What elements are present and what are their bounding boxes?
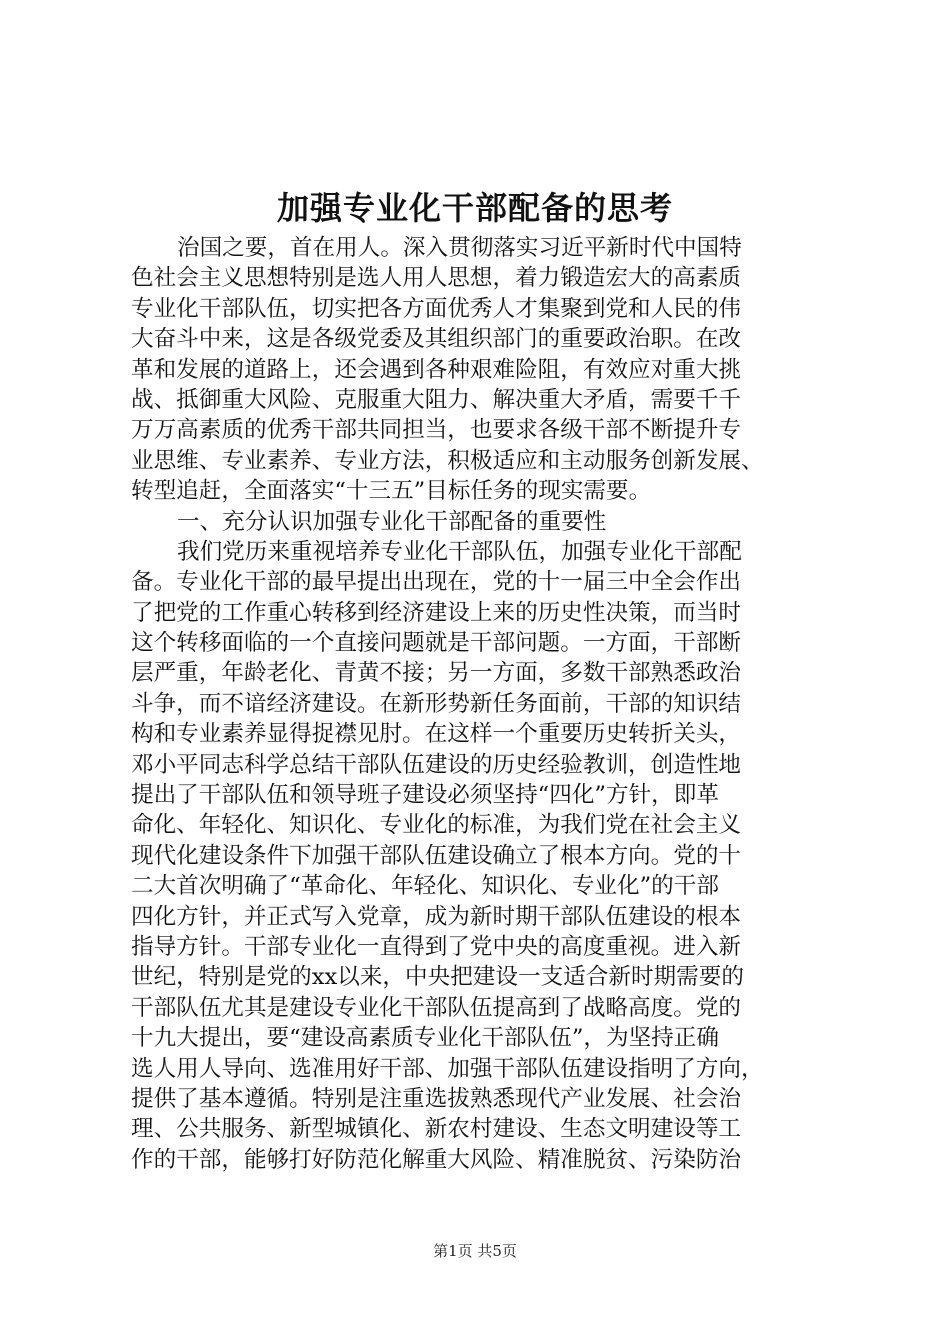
body-line: 斗争，而不谙经济建设。在新形势新任务面前，干部的知识结 bbox=[131, 690, 742, 717]
body-line: 转型追赶，全面落实“十三五”目标任务的现实需要。 bbox=[131, 478, 652, 505]
body-line: 这个转移面临的一个直接问题就是干部问题。一方面，干部断 bbox=[131, 630, 742, 657]
body-line: 提出了干部队伍和领导班子建设必须坚持“四化”方针，即革 bbox=[131, 782, 719, 809]
body-line: 万万高素质的优秀干部共同担当，也要求各级干部不断提升专 bbox=[131, 417, 742, 444]
body-line: 四化方针，并正式写入党章，成为新时期干部队伍建设的根本 bbox=[131, 903, 742, 930]
body-line: 理、公共服务、新型城镇化、新农村建设、生态文明建设等工 bbox=[131, 1116, 742, 1143]
body-line: 提供了基本遵循。特别是注重选拔熟悉现代产业发展、社会治 bbox=[131, 1085, 742, 1112]
body-line: 命化、年轻化、知识化、专业化的标准，为我们党在社会主义 bbox=[131, 812, 742, 839]
body-line: 治国之要，首在用人。深入贯彻落实习近平新时代中国特 bbox=[177, 235, 742, 261]
document-body bbox=[131, 233, 831, 1175]
body-line: 指导方针。干部专业化一直得到了党中央的高度重视。进入新 bbox=[131, 933, 742, 960]
body-line: 选人用人导向、选准用好干部、加强干部队伍建设指明了方向， bbox=[131, 1055, 764, 1082]
page-footer: 第1页 共5页 bbox=[433, 1242, 517, 1260]
body-line: 业思维、专业素养、专业方法，积极适应和主动服务创新发展、 bbox=[131, 447, 764, 474]
body-line: 大奋斗中来，这是各级党委及其组织部门的重要政治职。在改 bbox=[131, 326, 742, 353]
body-line: 备。专业化干部的最早提出出现在，党的十一届三中全会作出 bbox=[131, 569, 742, 596]
body-line: 了把党的工作重心转移到经济建设上来的历史性决策，而当时 bbox=[131, 599, 742, 626]
body-line: 构和专业素养显得捉襟见肘。在这样一个重要历史转折关头， bbox=[131, 721, 742, 748]
body-line: 我们党历来重视培养专业化干部队伍，加强专业化干部配 bbox=[177, 538, 742, 565]
body-line: 战、抵御重大风险、克服重大阻力、解决重大矛盾，需要千千 bbox=[131, 386, 742, 413]
body-line: 层严重，年龄老化、青黄不接；另一方面，多数干部熟悉政治 bbox=[131, 660, 742, 687]
body-line: 现代化建设条件下加强干部队伍建设确立了根本方向。党的十 bbox=[131, 842, 742, 869]
body-line: 二大首次明确了“革命化、年轻化、知识化、专业化”的干部 bbox=[131, 873, 719, 900]
section-heading: 一、充分认识加强专业化干部配备的重要性 bbox=[177, 508, 607, 535]
body-line: 作的干部，能够打好防范化解重大风险、精准脱贫、污染防治 bbox=[131, 1146, 742, 1173]
body-line: 革和发展的道路上，还会遇到各种艰难险阻，有效应对重大挑 bbox=[131, 356, 742, 383]
body-line: 干部队伍尤其是建设专业化干部队伍提高到了战略高度。党的 bbox=[131, 994, 742, 1021]
body-line: 世纪，特别是党的xx以来，中央把建设一支适合新时期需要的 bbox=[131, 964, 744, 991]
body-line: 邓小平同志科学总结干部队伍建设的历史经验教训，创造性地 bbox=[131, 751, 742, 778]
body-line: 色社会主义思想特别是选人用人思想，着力锻造宏大的高素质 bbox=[131, 265, 742, 292]
body-line: 十九大提出，要“建设高素质专业化干部队伍”，为坚持正确 bbox=[131, 1025, 719, 1052]
body-line: 专业化干部队伍，切实把各方面优秀人才集聚到党和人民的伟 bbox=[131, 295, 742, 322]
document-title: 加强专业化干部配备的思考 bbox=[276, 189, 673, 227]
